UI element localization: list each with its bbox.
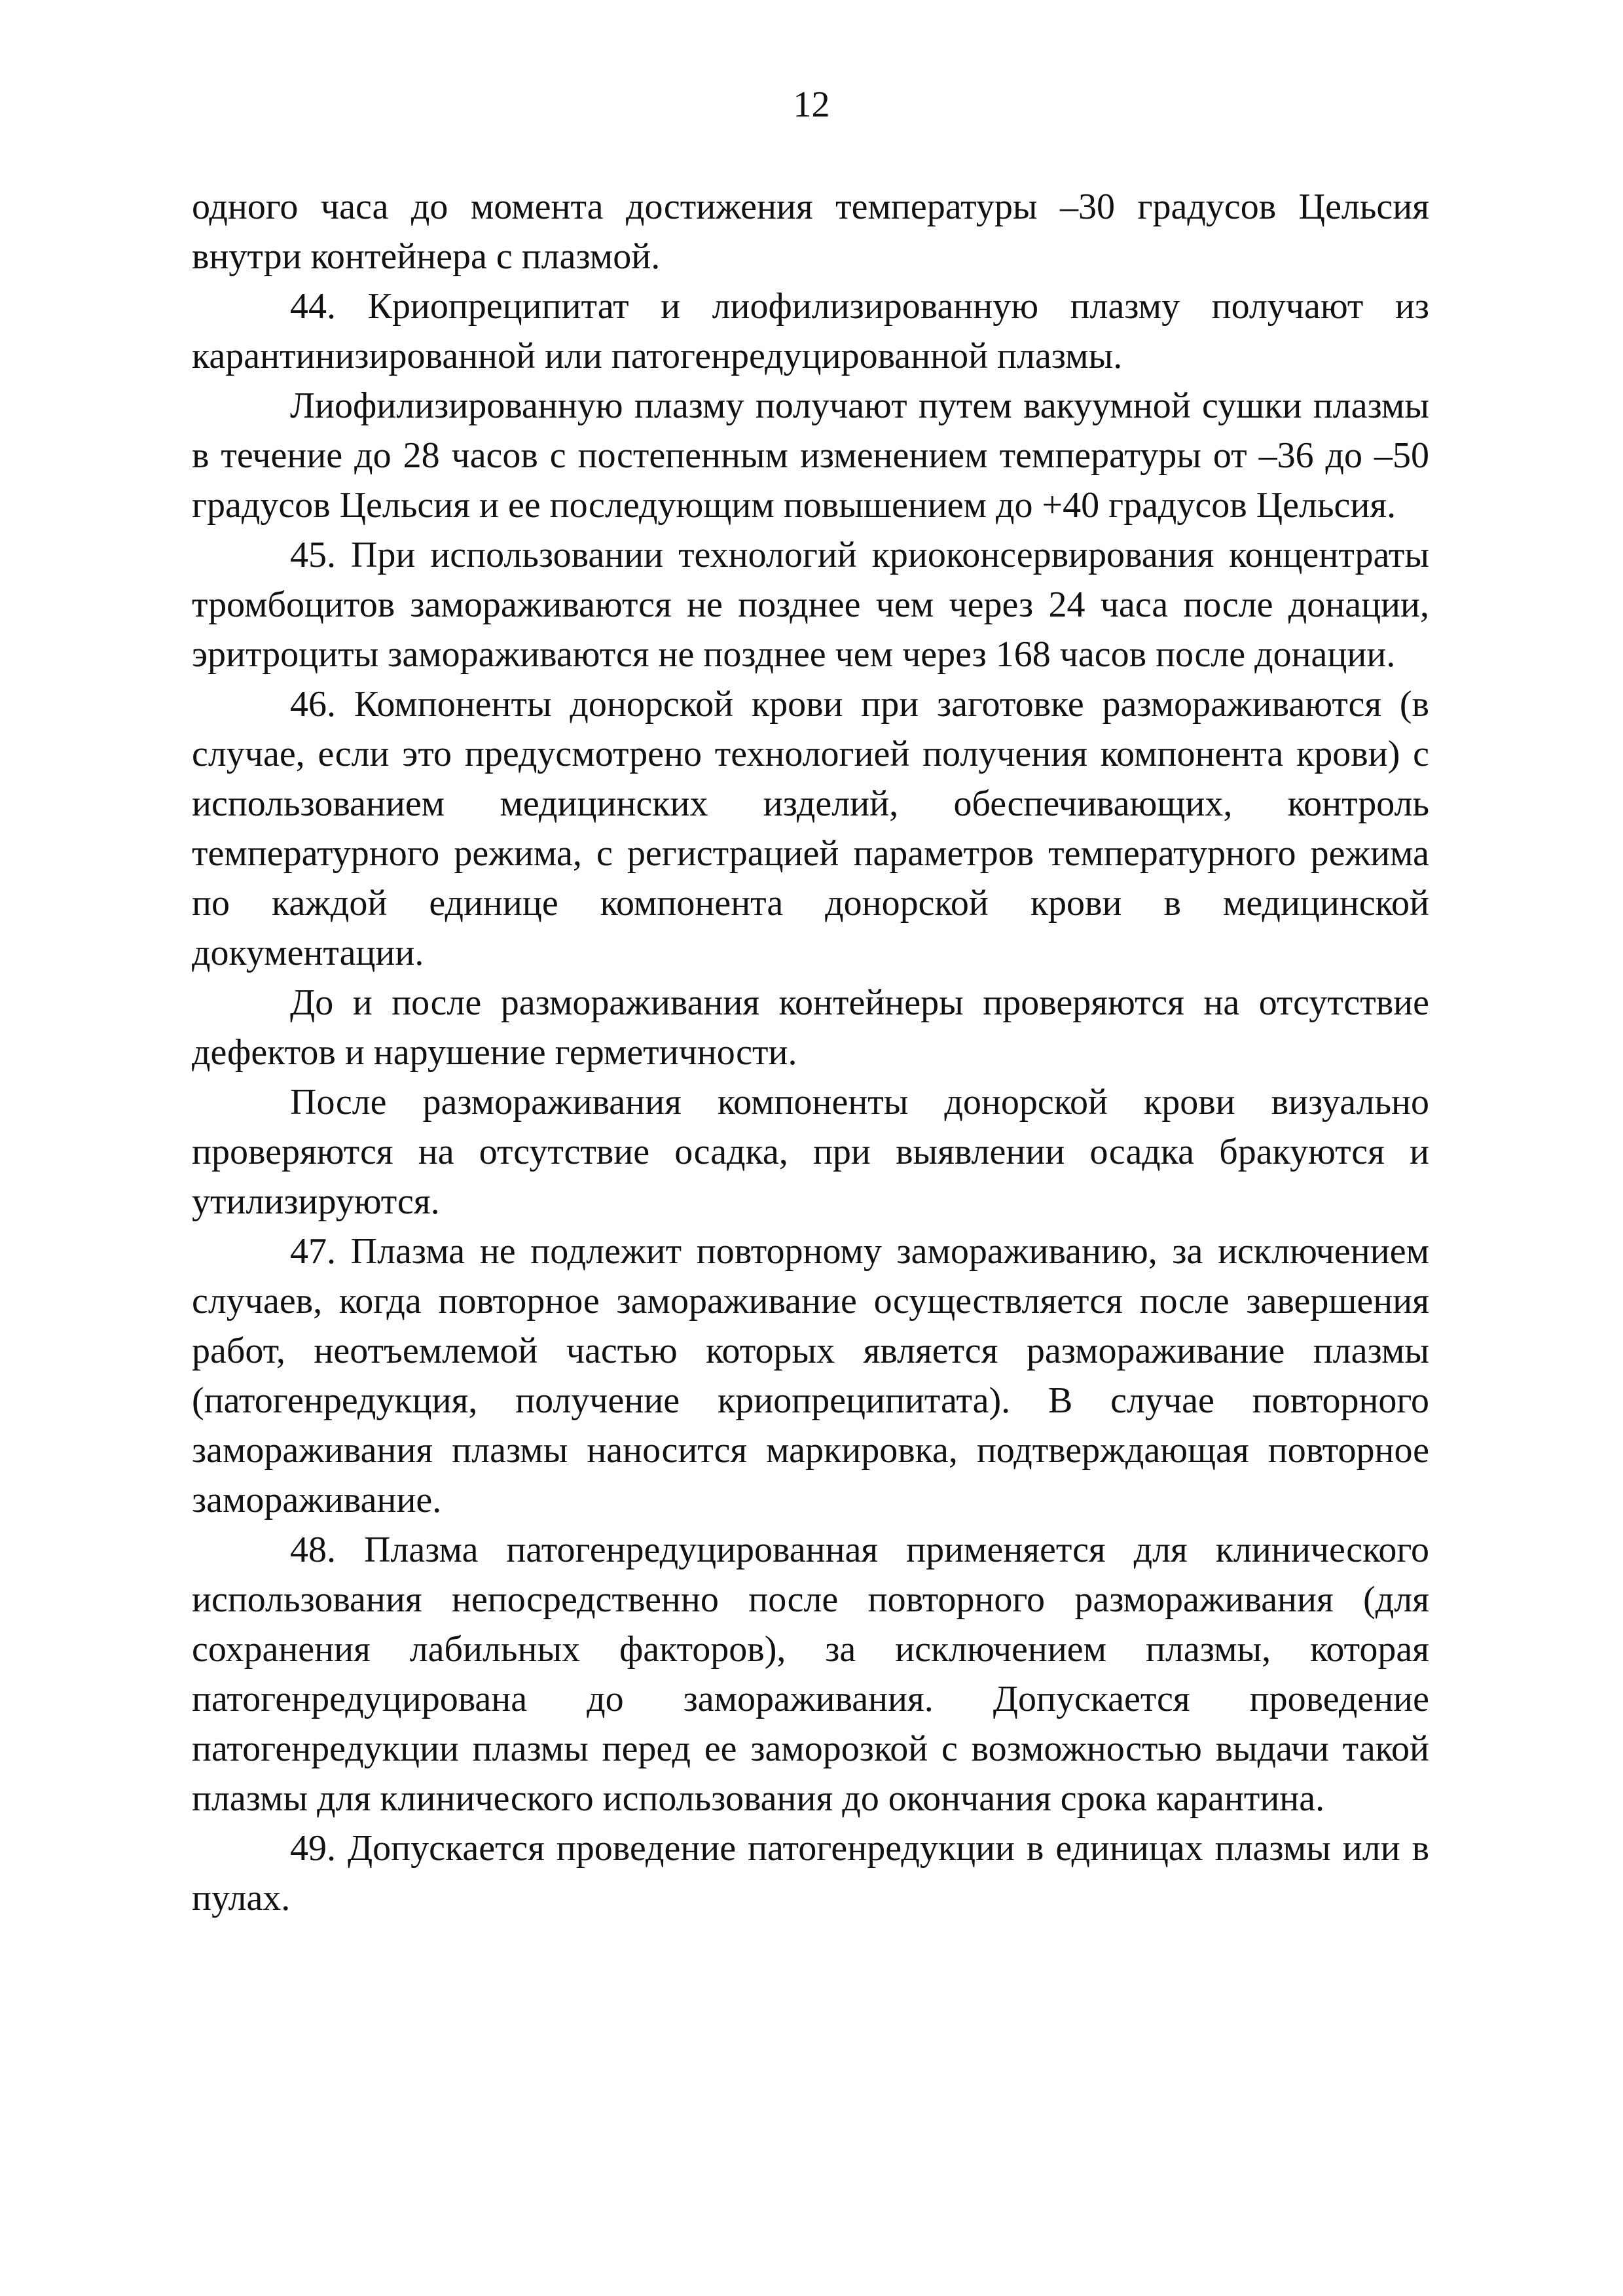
paragraph-sediment-check: [192, 1077, 1429, 1227]
clause-47: [192, 1227, 1429, 1525]
clause-number: 45.: [290, 535, 336, 575]
paragraph-text: Компоненты донорской крови при заготовке размораживаются (в случае, если это предусмотрено технологией получения компонента крови) с использованием медицинских изделий, обеспечивающих, контроль температурного режима, с регистрацией параметров температурного режима по каждой единице компонента донорской крови в медицинской документации.: [192, 684, 1429, 973]
paragraph-text: До и после размораживания контейнеры проверяются на отсутствие дефектов и нарушение герметичности.: [192, 982, 1429, 1073]
paragraph-text: Лиофилизированную плазму получают путем вакуумной сушки плазмы в течение до 28 часов с постепенным изменением температуры от –36 до –50 градусов Цельсия и ее последующим повышением до +40 градусов Цельсия.: [192, 386, 1429, 526]
clause-number: 47.: [290, 1231, 336, 1272]
clause-46: [192, 679, 1429, 978]
clause-49: [192, 1823, 1429, 1923]
clause-number: 48.: [290, 1530, 336, 1570]
clause-48: [192, 1525, 1429, 1823]
paragraph-text: Криопреципитат и лиофилизированную плазму получают из карантинизированной или патогенредуцированной плазмы.: [192, 286, 1429, 376]
clause-number: 44.: [290, 286, 336, 327]
clause-44: [192, 281, 1429, 381]
paragraph-text: После размораживания компоненты донорской крови визуально проверяются на отсутствие осадка, при выявлении осадка бракуются и утилизируются.: [192, 1082, 1429, 1222]
paragraph-text: Плазма патогенредуцированная применяется для клинического использования непосредственно после повторного размораживания (для сохранения лабильных факторов), за исключением плазмы, которая патогенредуцирована до замораживания. Допускается проведение патогенредукции плазмы перед ее заморозкой с возможностью выдачи такой плазмы для клинического использования до окончания срока карантина.: [192, 1530, 1430, 1819]
paragraph-text: При использовании технологий криоконсервирования концентраты тромбоцитов замораживаются не позднее чем через 24 часа после донации, эритроциты замораживаются не позднее чем через 168 часов после донации.: [192, 535, 1429, 675]
paragraph-text: одного часа до момента достижения температуры –30 градусов Цельсия внутри контейнера с плазмой.: [192, 187, 1429, 277]
paragraph-text: Допускается проведение патогенредукции в единицах плазмы или в пулах.: [192, 1828, 1430, 1918]
clause-number: 49.: [290, 1828, 336, 1869]
clause-45: [192, 530, 1429, 679]
paragraph-container-check: [192, 978, 1429, 1077]
paragraph-text: Плазма не подлежит повторному замораживанию, за исключением случаев, когда повторное замораживание осуществляется после завершения работ, неотъемлемой частью которых является размораживание плазмы (патогенредукция, получение криопреципитата). В случае повторного замораживания плазмы наносится маркировка, подтверждающая повторное замораживание.: [192, 1231, 1430, 1520]
paragraph-continuation: [192, 182, 1429, 281]
clause-number: 46.: [290, 684, 336, 725]
page-number: 12: [793, 84, 830, 125]
paragraph-lyophilized-plasma: [192, 381, 1429, 530]
document-body: [192, 182, 1429, 1923]
